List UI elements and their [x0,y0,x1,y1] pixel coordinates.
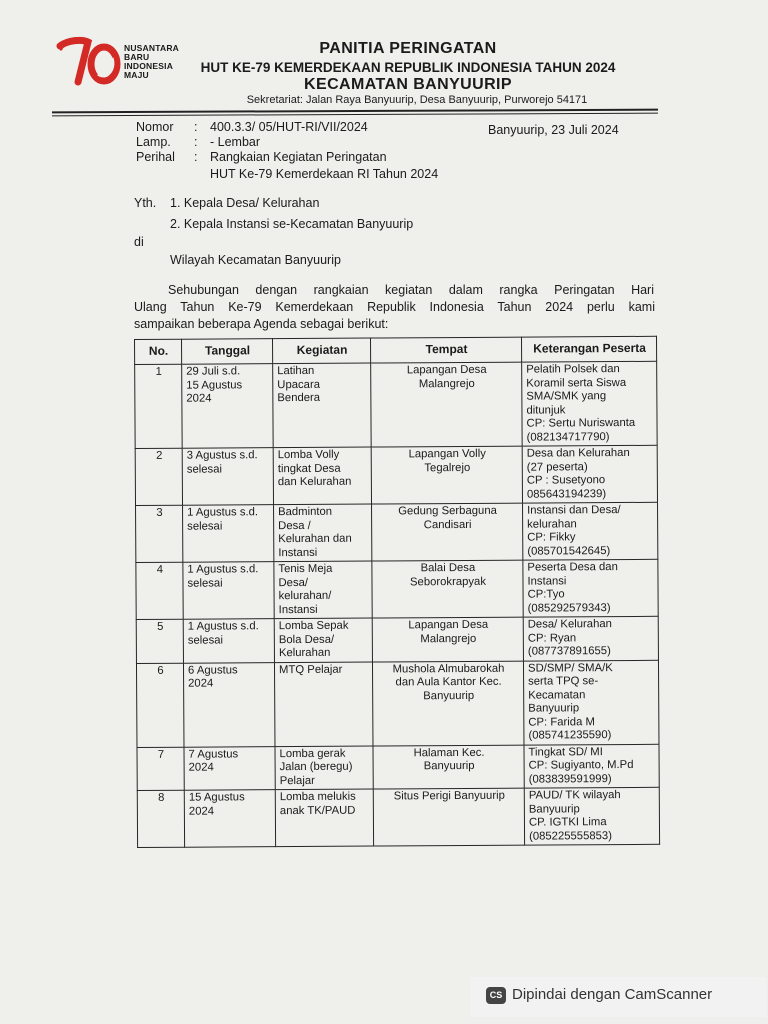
colon: : [194,150,198,164]
cell-kegiatan-line: Badminton [278,505,333,519]
cell-kegiatan-line: MTQ Pelajar [278,663,343,676]
cell-tempat-line: Lapangan Desa [408,618,489,632]
cell-keterangan-line: CP: Fikky [527,531,576,544]
cell-keterangan-line: CP: Ryan [527,631,577,645]
cell-keterangan-line: (085741235590) [528,729,612,742]
letterhead-address: Sekretariat: Jalan Raya Banyuurip, Desa Banyuurip, Purworejo 54171 [246,94,588,106]
cell-kegiatan-line: Lomba Volly [277,448,340,462]
cell-keterangan-line: (087737891655) [527,645,611,658]
cell-tanggal-line: 1 Agustus s.d. [187,620,259,633]
cell-kegiatan-line: Lomba gerak [279,747,346,760]
header-tanggal: Tanggal [182,339,273,365]
cell-kegiatan-line: anak TK/PAUD [279,804,356,817]
cell-keterangan-line: Desa/ Kelurahan [527,618,612,631]
cell-tanggal-line: 2024 [188,677,214,690]
cell-keterangan [522,361,658,446]
cell-kegiatan-line: Lomba Sepak [278,619,349,633]
cell-tempat-line: Banyuurip [423,759,475,773]
cell-tempat [373,745,524,789]
cell-tanggal-line: 15 Agustus [188,791,245,804]
header-kegiatan: Kegiatan [273,338,371,364]
perihal-value: Rangkaian Kegiatan Peringatan [210,150,387,164]
cell-keterangan-line: Instansi [527,574,567,588]
cell-tanggal-line: 6 Agustus [187,663,238,677]
cell-tanggal-line: selesai [187,576,223,590]
cell-keterangan-line: CP. IGTKI Lima [528,816,607,829]
addressee-item-2: 2. Kepala Instansi se-Kecamatan Banyuurip [170,217,414,231]
cell-keterangan-line: Instansi dan Desa/ [527,504,621,517]
cell-tempat [373,788,524,846]
cell-keterangan [523,616,658,660]
cell-kegiatan [273,363,372,448]
cell-keterangan-line: (085292579343) [527,601,611,615]
cell-tempat-line: Malangrejo [418,377,475,390]
cell-tanggal [182,364,274,449]
logo-text-line: INDONESIA [124,61,174,71]
cell-tanggal [183,662,275,747]
cell-tempat-line: Gedung Serbaguna [398,504,497,518]
cell-keterangan [523,660,659,745]
cell-keterangan-line: kelurahan [527,517,577,531]
body-line-2: Ulang Tahun Ke-79 Kemerdekaan Republik Indonesia Tahun 2024 perlu kami [134,300,655,314]
cell-kegiatan-line: Latihan [277,364,315,378]
table-header-row [135,336,657,364]
di-label: di [134,235,144,249]
cell-tempat-line: Balai Desa [420,561,476,575]
header-no: No. [135,339,182,364]
cell-keterangan-line: CP:Tyo [527,588,565,601]
header-keterangan: Keterangan Peserta [521,336,656,362]
cell-tempat-line: Lapangan Desa [406,363,487,377]
camscanner-icon: CS [486,987,506,1004]
cell-tempat-line: dan Aula Kantor Kec. [395,675,502,689]
cell-keterangan-line: Tingkat SD/ MI [528,745,603,759]
addressee-location: Wilayah Kecamatan Banyuurip [170,253,341,267]
perihal-label: Perihal [136,150,175,164]
table-row [137,744,659,791]
cell-keterangan-line: CP: Farida M [528,715,595,729]
cell-kegiatan [273,447,371,505]
perihal-value-cont: HUT Ke-79 Kemerdekaan RI Tahun 2024 [210,167,439,181]
cell-tempat [372,617,523,661]
cell-tanggal [183,505,274,563]
lamp-value: - Lembar [210,135,261,149]
cell-keterangan-line: ditunjuk [526,403,566,417]
cell-kegiatan [274,618,372,662]
logo-text-line: NUSANTARA [124,43,179,53]
table-row [136,616,658,663]
lamp-label: Lamp. [136,135,171,149]
cell-kegiatan [274,504,372,562]
cell-tanggal-line: 2024 [188,761,214,774]
colon: : [194,135,198,149]
cell-kegiatan-line: tingkat Desa [277,462,341,475]
cell-tanggal [183,562,274,620]
cell-tempat [372,661,524,746]
cell-tempat [371,362,523,447]
cell-kegiatan [274,662,373,747]
cell-no: 1 [135,364,183,448]
camscanner-watermark [470,977,766,1017]
cell-no: 3 [136,505,183,562]
cell-tempat-line: Banyuurip [423,689,475,702]
cell-tempat [372,560,523,618]
cell-keterangan-line: CP: Sugiyanto, M.Pd [528,758,634,772]
cell-kegiatan-line: Bola Desa/ [278,633,335,646]
cell-keterangan-line: (085225555853) [529,829,613,843]
cell-keterangan-line: Koramil serta Siswa [526,376,627,390]
cell-tanggal [184,790,275,848]
cell-kegiatan-line: Bendera [277,391,321,405]
table-row [135,361,658,448]
cell-keterangan-line: (083839591999) [528,772,612,786]
table-row [137,787,659,847]
cell-kegiatan [274,561,372,619]
cell-tanggal-line: 2024 [186,392,212,405]
cell-keterangan [524,787,659,845]
cell-tempat-line: Malangrejo [420,632,477,645]
cell-tanggal [184,746,275,790]
cell-kegiatan-line: Instansi [278,546,318,559]
cell-no: 2 [135,448,182,505]
cell-kegiatan [275,746,373,790]
cell-keterangan-line: CP : Susetyono [526,474,606,487]
cell-keterangan-line: (082134717790) [526,430,610,444]
colon: : [194,120,198,134]
nomor-value: 400.3.3/ 05/HUT-RI/VII/2024 [210,120,368,134]
cell-keterangan-line: SD/SMP/ SMA/K [527,661,613,675]
cell-keterangan-line: Banyuurip [528,802,580,816]
table-row [136,660,659,747]
cell-kegiatan [275,789,373,847]
cell-tempat-line: Seborokrapyak [409,575,487,588]
cell-keterangan-line: PAUD/ TK wilayah [528,789,621,802]
nomor-label: Nomor [136,120,174,134]
cell-keterangan [524,744,659,788]
cell-kegiatan-line: dan Kelurahan [277,475,352,489]
addressee-item-1: 1. Kepala Desa/ Kelurahan [170,196,320,210]
cell-kegiatan-line: Upacara [277,378,321,391]
cell-tanggal [183,619,274,663]
cell-tanggal-line: 1 Agustus s.d. [187,506,259,519]
letterhead-rule-thin [52,113,658,117]
body-line-1: Sehubungan dengan rangkaian kegiatan dalam rangka Peringatan Hari [168,283,654,297]
cell-kegiatan-line: kelurahan/ [278,589,332,603]
cell-keterangan-line: SMA/SMK yang [526,390,607,403]
cell-no: 8 [137,790,184,847]
cell-keterangan-line: Peserta Desa dan [527,561,618,574]
cell-kegiatan-line: Tenis Meja [278,562,333,576]
cell-keterangan [523,502,658,560]
cell-tanggal-line: 15 Agustus [186,378,243,392]
cell-tanggal [182,448,273,506]
cell-kegiatan-line: Jalan (beregu) [279,760,353,774]
cell-kegiatan-line: Instansi [278,603,318,616]
cell-keterangan-line: Pelatih Polsek dan [526,363,620,376]
cell-tanggal-line: selesai [187,633,224,647]
cell-keterangan-line: Banyuurip [528,702,580,715]
cell-tempat-line: Mushola Almubarokah [392,662,505,675]
cell-tempat [372,503,523,561]
cell-tanggal-line: 2024 [188,805,215,818]
cell-kegiatan-line: Pelajar [279,774,315,787]
cell-kegiatan-line: Desa / [278,519,311,532]
cell-tempat [371,446,522,504]
agenda-table-wrapper [134,336,659,848]
cell-tanggal-line: 1 Agustus s.d. [187,563,259,576]
cell-keterangan-line: serta TPQ se- [528,675,599,688]
cell-keterangan-line: CP: Sertu Nuriswanta [526,416,636,430]
logo-text-line: MAJU [124,70,149,80]
cell-tanggal-line: selesai [186,462,223,476]
cell-no: 5 [136,619,183,663]
agenda-table-body [135,361,660,847]
logo-text-line: BARU [124,52,150,62]
cell-keterangan-line: (085701542645) [527,544,611,558]
header-tempat: Tempat [370,337,521,363]
cell-tempat-line: Tegalrejo [424,461,471,474]
cell-tempat-line: Situs Perigi Banyuurip [393,789,505,803]
cell-no: 6 [136,663,184,747]
cell-tanggal-line: 29 Juli s.d. [186,365,241,378]
agenda-table [134,336,660,848]
cell-tempat-line: Lapangan Volly [408,447,486,461]
cell-keterangan [523,559,658,617]
letterhead-district: KECAMATAN BANYUURIP [304,76,512,93]
cell-tanggal-line: 7 Agustus [188,747,239,761]
cell-tempat-line: Candisari [423,518,472,531]
camscanner-label: Dipindai dengan CamScanner [512,986,713,1003]
yth-label: Yth. [134,196,157,210]
cell-no: 7 [137,747,184,791]
table-row [136,502,658,562]
letter-date: Banyuurip, 23 Juli 2024 [488,123,619,137]
cell-kegiatan-line: Desa/ [278,576,309,589]
cell-kegiatan-line: Kelurahan dan [278,532,352,546]
letterhead-title: PANITIA PERINGATAN [319,40,497,57]
cell-tanggal-line: selesai [187,519,223,533]
body-line-3: sampaikan beberapa Agenda sebagai berikut: [134,317,389,331]
cell-kegiatan-line: Kelurahan [278,646,331,660]
cell-tanggal-line: 3 Agustus s.d. [186,449,258,462]
cell-tempat-line: Halaman Kec. [413,746,485,759]
cell-keterangan-line: Kecamatan [528,688,586,702]
cell-keterangan-line: 085643194239) [526,487,607,501]
cell-keterangan-line: Desa dan Kelurahan [526,446,630,460]
letterhead-subtitle: HUT KE-79 KEMERDEKAAN REPUBLIK INDONESIA TAHUN 2024 [200,60,616,75]
cell-keterangan-line: (27 peserta) [526,460,588,474]
cell-keterangan [522,445,657,503]
table-row [136,559,658,619]
table-row [135,445,657,505]
cell-no: 4 [136,562,183,619]
cell-kegiatan-line: Lomba melukis [279,790,356,804]
